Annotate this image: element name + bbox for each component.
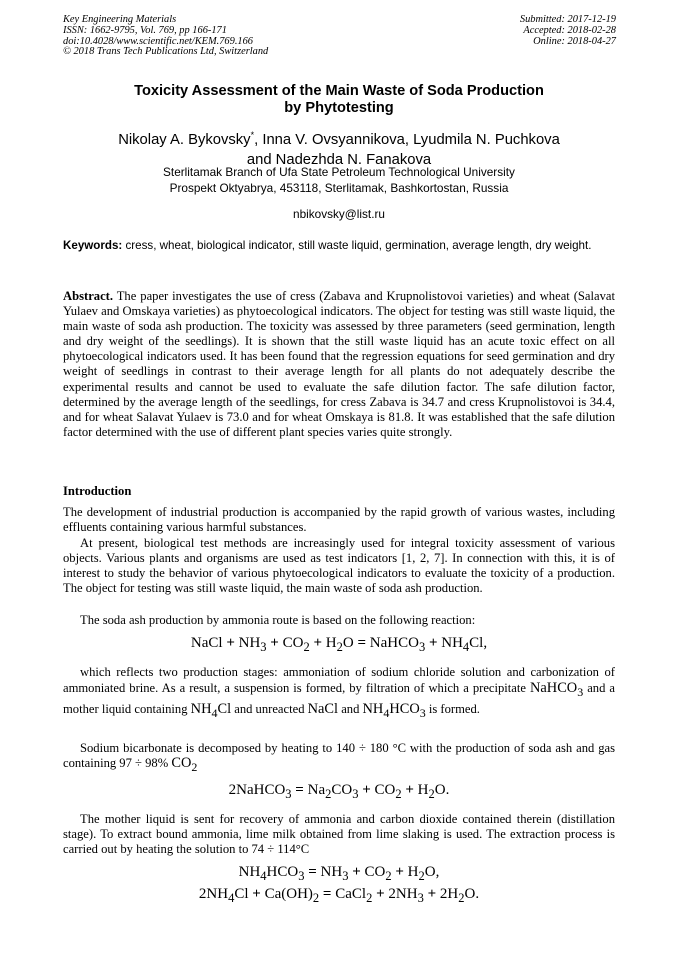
abstract-label: Abstract. — [63, 289, 114, 303]
author-email[interactable]: nbikovsky@list.ru — [293, 207, 385, 221]
title-line-1: Toxicity Assessment of the Main Waste of Soda Production — [134, 83, 544, 99]
author-first: Nikolay A. Bykovsky — [118, 131, 251, 148]
keywords — [63, 238, 615, 254]
copyright-line: © 2018 Trans Tech Publications Ltd, Switzerland — [63, 46, 269, 58]
keywords-text: cress, wheat, biological indicator, still waste liquid, germination, average length, dry weight. — [122, 239, 592, 252]
equation-1: NaCl + $NH_3 + CO_2 + H_2O$ = NaHCO$_3$ + $NH_4Cl$, — [190, 635, 488, 654]
online-date: Online: 2018-04-27 — [533, 35, 616, 47]
journal-name: Key Engineering Materials — [63, 14, 177, 25]
intro-paragraph-1: The development of industrial production is accompanied by the rapid growth of various wastes, including effluents containing various harmful substances. — [63, 505, 615, 535]
submitted-date: Submitted: 2017-12-19 — [519, 14, 616, 25]
affiliation-line-2: Prospekt Oktyabrya, 453118, Sterlitamak, Bashkortostan, Russia — [169, 180, 509, 195]
intro-paragraph-4: which reflects two production stages: ammoniation of sodium chloride solution and carbonization of ammoniated brine. As a result, a suspension is formed, by filtration of which a precipitate NaHCO$_3$ and a mother liquid containing $NH_4Cl$ and unreacted NaCl and $NH_4HCO_3$ is formed. — [63, 665, 615, 720]
accepted-date: Accepted: 2018-02-28 — [523, 24, 616, 36]
paper-title — [63, 83, 615, 117]
abstract-text: The paper investigates the use of cress (Zabava and Krupnolistovoi varieties) and wheat (Salavat Yulaev and Omskaya varieties) as phytoecological indicators. The object for testing was still waste liquid, the main waste of soda ash production. The toxicity was assessed by three parameters (seed germination, length and dry weight of the seedlings). It is shown that the still waste liquid has an acute toxic effect on all phytoecological indicators used. It has been found that the regression equations for seed germination and dry weight of seedlings in contrast to their average length for all plants do not adequately describe the experimental results and cannot be used to evaluate the safe dilution factor. The safe dilution factor, determined by the average length of the seedlings, for cress Zabava is 34.7 and cress Krupnolistovoi is 34.4, and for wheat Salavat Yulaev is 73.0 and for wheat Omskaya is 81.8. It was established that the safe dilution factor determined with the use of different plant species varies quite strongly. — [63, 289, 615, 439]
author-rest: , Inna V. Ovsyannikova, Lyudmila N. Puchkova — [254, 131, 560, 148]
intro-paragraph-2: At present, biological test methods are increasingly used for integral toxicity assessment of various objects. Various plants and organisms are used as test indicators [1, 2, 7]. In connection with this, it is of interest to study the behavior of various phytoecological indicators to evaluate the toxicity of a production. The object for testing was still waste liquid, the main waste of soda ash production. — [63, 536, 615, 596]
author-line-2: and Nadezhda N. Fanakova — [246, 151, 432, 168]
author-list — [63, 125, 615, 170]
equation-4: $2NH_4Cl + Ca(OH)_2$ = CaCl$_2$ + $2NH_3 + 2H_2O$. — [198, 886, 480, 905]
intro-paragraph-5: Sodium bicarbonate is decomposed by heating to 140 ÷ 180 °C with the production of soda ash and gas containing 97 ÷ 98% $CO_2$ — [63, 741, 615, 774]
title-line-2: by Phytotesting — [284, 100, 394, 116]
keywords-label: Keywords: — [63, 239, 123, 252]
equation-3: $NH_4HCO_3 = NH_3 + CO_2 + H_2O$, — [238, 864, 440, 883]
equation-2: 2NaHCO$_3$ = $Na_2CO_3 + CO_2 + H_2O$. — [228, 782, 450, 801]
section-heading-introduction: Introduction — [63, 484, 132, 498]
journal-header-right — [520, 15, 616, 47]
issn-line: ISSN: 1662-9795, Vol. 769, pp 166-171 — [63, 24, 227, 36]
corresponding-mark: * — [250, 130, 255, 140]
journal-header-left — [63, 15, 268, 58]
abstract — [63, 289, 615, 440]
intro-paragraph-6: The mother liquid is sent for recovery of ammonia and carbon dioxide contained therein (distillation stage). To extract bound ammonia, lime milk obtained from lime slaking is used. The extraction process is carried out by heating the solution to 74 ÷ 114°C — [63, 812, 615, 857]
affiliation-line-1: Sterlitamak Branch of Ufa State Petroleum Technological University — [163, 165, 515, 179]
doi-line: doi:10.4028/www.scientific.net/KEM.769.166 — [63, 35, 253, 47]
affiliation — [63, 165, 615, 196]
intro-paragraph-3: The soda ash production by ammonia route is based on the following reaction: — [80, 613, 476, 627]
